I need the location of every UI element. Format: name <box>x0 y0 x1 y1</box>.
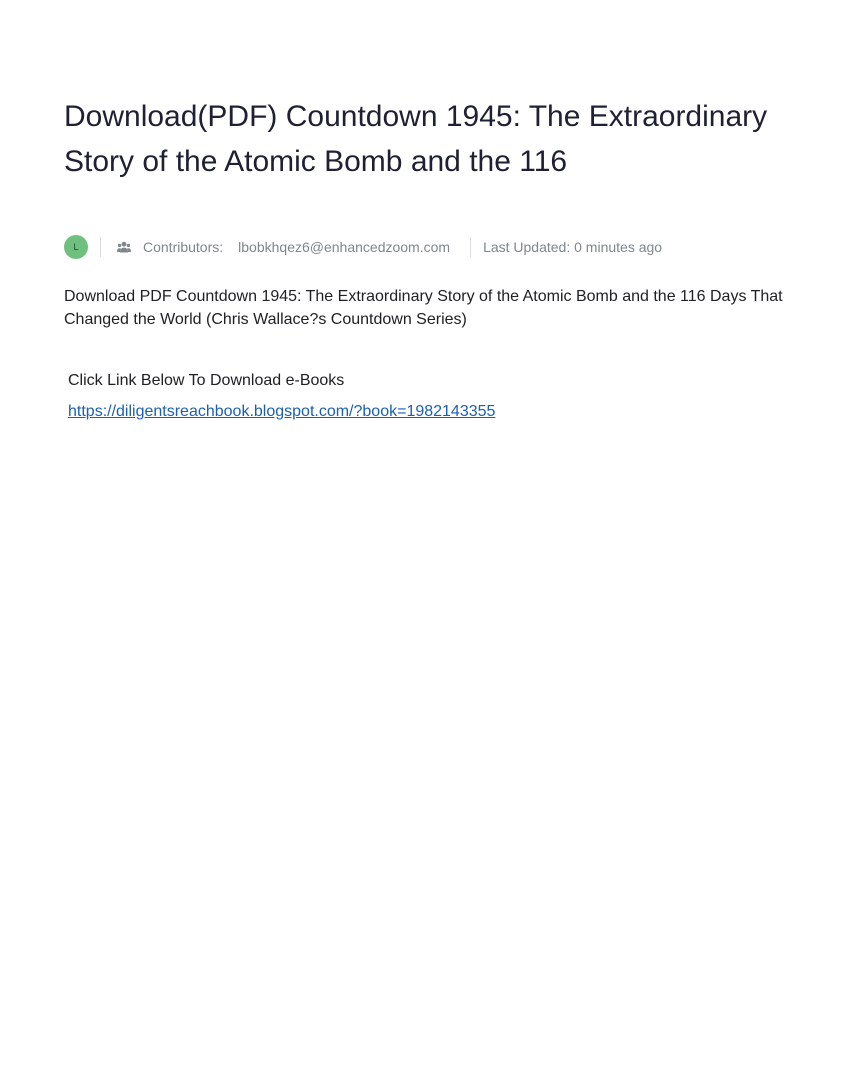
meta-divider <box>100 237 101 257</box>
intro-paragraph: Download PDF Countdown 1945: The Extraordinary Story of the Atomic Bomb and the 116 Days That Changed the World (Chris Wallace?s Countdown Series) <box>64 288 783 328</box>
document-meta-bar <box>64 235 804 259</box>
people-icon <box>117 241 131 253</box>
contributor-email[interactable]: lbobkhqez6@enhancedzoom.com <box>238 239 451 255</box>
contributors-label: Contributors: <box>143 239 224 255</box>
document-body <box>64 285 804 423</box>
avatar[interactable] <box>64 235 88 259</box>
avatar-initial: L <box>73 242 79 252</box>
link-paragraph <box>64 400 804 423</box>
download-instruction: Click Link Below To Download e-Books <box>68 372 345 389</box>
last-updated: Last Updated: 0 minutes ago <box>483 239 663 255</box>
download-link[interactable]: https://diligentsreachbook.blogspot.com/?book=1982143355 <box>68 403 496 420</box>
page-title: Download(PDF) Countdown 1945: The Extraordinary Story of the Atomic Bomb and the 116 <box>64 100 768 178</box>
document-page <box>64 94 804 423</box>
meta-divider <box>470 237 471 257</box>
